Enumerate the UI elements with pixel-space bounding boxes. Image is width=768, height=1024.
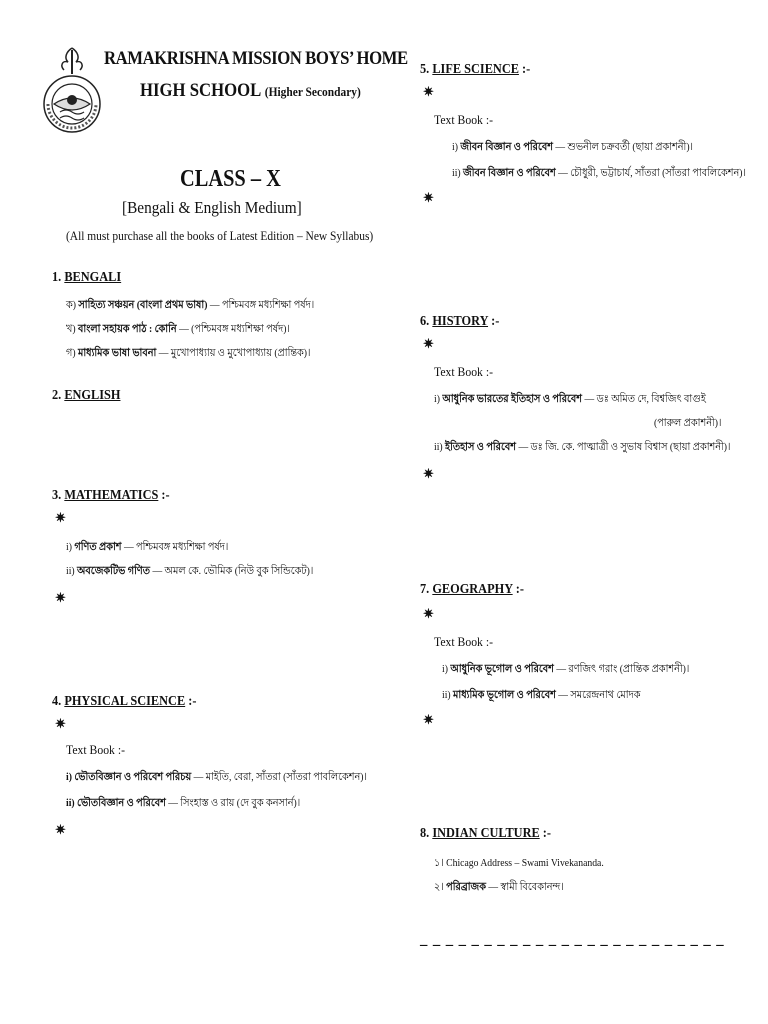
section-name: HISTORY [432,314,489,329]
list-item: খ) বাংলা সহায়ক পাঠ : কোনি — (পশ্চিমবঙ্গ মধ্যশিক্ষা পর্ষদ)। [66,323,290,335]
text-book-label: Text Book :- [434,364,493,379]
section-name: PHYSICAL SCIENCE [64,694,186,709]
section-number: 3. [52,488,62,503]
text-book-label: Text Book :- [434,634,493,649]
list-item: ১। Chicago Address – Swami Vivekananda. [434,857,604,869]
list-item: ২। পরিব্রাজক — স্বামী বিবেকানন্দ। [434,881,564,893]
school-subtitle-main: HIGH SCHOOL [140,80,262,101]
section-number: 5. [420,62,430,77]
list-item: i) আধুনিক ভারতের ইতিহাস ও পরিবেশ — ডঃ অমিত দে, বিশ্বজিৎ বাগুই [434,393,706,405]
section-heading-geography: 7. GEOGRAPHY :- [420,582,524,597]
section-heading-bengali [52,270,121,286]
list-item: i) জীবন বিজ্ঞান ও পরিবেশ — শুভনীল চক্রবর্তী (ছায়া প্রকাশনী)। [452,141,694,153]
school-name: RAMAKRISHNA MISSION BOYS’ HOME [104,48,408,69]
footer-dashed-rule: – – – – – – – – – – – – – – – – – – – – – – – – [420,936,725,953]
star-bullet-icon: ✷ [55,590,66,605]
text-book-label: Text Book :- [66,742,125,757]
section-name: INDIAN CULTURE [432,826,540,841]
section-heading-indian-culture: 8. INDIAN CULTURE :- [420,826,551,841]
list-item: ii) ইতিহাস ও পরিবেশ — ডঃ জি. কে. পাত্মাত্রী ও সুভাষ বিশ্বাস (ছায়া প্রকাশনী)। [434,441,731,453]
star-bullet-icon: ✷ [423,336,434,351]
section-number: 4. [52,694,62,709]
section-number: 8. [420,826,430,841]
text-book-label: Text Book :- [434,112,493,127]
list-item: i) আধুনিক ভূগোল ও পরিবেশ — রণজিৎ গরাং (প্রান্তিক প্রকাশনী)। [442,663,690,675]
section-number: 6. [420,314,430,329]
school-subtitle [140,80,361,102]
purchase-note: (All must purchase all the books of Latest Edition – New Syllabus) [66,228,374,243]
list-item: ক) সাহিত্য সঞ্চয়ন (বাংলা প্রথম ভাষা) — পশ্চিমবঙ্গ মধ্যশিক্ষা পর্ষদ। [66,299,315,311]
section-name: BENGALI [64,270,122,285]
list-item: গ) মাধ্যমিক ভাষা ভাবনা — মুখোপাধ্যায় ও মুখোপাধ্যায় (প্রান্তিক)। [66,347,311,359]
section-number: 7. [420,582,430,597]
star-bullet-icon: ✷ [55,822,66,837]
star-bullet-icon: ✷ [55,510,66,525]
star-bullet-icon: ✷ [423,466,434,481]
school-logo-emblem [40,44,104,136]
list-item-continuation: (পারুল প্রকাশনী)। [654,417,722,429]
list-item: ii) অবজেকটিভ গণিত — অমল কে. ভৌমিক (নিউ বুক সিন্ডিকেট)। [66,565,314,577]
section-heading-life-science: 5. LIFE SCIENCE :- [420,62,531,77]
section-number: 1. [52,270,62,285]
star-bullet-icon: ✷ [423,84,434,99]
section-name: ENGLISH [64,388,121,403]
list-item: ii) জীবন বিজ্ঞান ও পরিবেশ — চৌধুরী, ভট্টাচার্য, সাঁতরা (সাঁতরা পাবলিকেশন)। [452,167,746,179]
class-title: CLASS – X [180,166,281,192]
star-bullet-icon: ✷ [423,606,434,621]
section-heading-physical-science: 4. PHYSICAL SCIENCE :- [52,694,197,709]
section-heading-history: 6. HISTORY :- [420,314,500,329]
section-heading-mathematics: 3. MATHEMATICS :- [52,488,170,503]
star-bullet-icon: ✷ [423,712,434,727]
list-item: ii) ভৌতবিজ্ঞান ও পরিবেশ — সিংহাস্ত ও রায় (দে বুক কনসার্ন)। [66,797,301,809]
list-item: i) গণিত প্রকাশ — পশ্চিমবঙ্গ মধ্যশিক্ষা পর্ষদ। [66,541,229,553]
school-subtitle-qualifier: (Higher Secondary) [264,84,361,99]
star-bullet-icon: ✷ [55,716,66,731]
section-name: MATHEMATICS [64,488,159,503]
section-heading-english [52,388,120,404]
medium-line: [Bengali & English Medium] [122,198,302,217]
list-item: ii) মাধ্যমিক ভূগোল ও পরিবেশ — সমরেন্দ্রনাথ মোদক [442,689,641,701]
section-number: 2. [52,388,62,403]
section-name: LIFE SCIENCE [432,62,519,77]
section-name: GEOGRAPHY [432,582,513,597]
star-bullet-icon: ✷ [423,190,434,205]
list-item: i) ভৌতবিজ্ঞান ও পরিবেশ পরিচয় — মাইতি, বেরা, সাঁতরা (সাঁতরা পাবলিকেশন)। [66,771,367,783]
